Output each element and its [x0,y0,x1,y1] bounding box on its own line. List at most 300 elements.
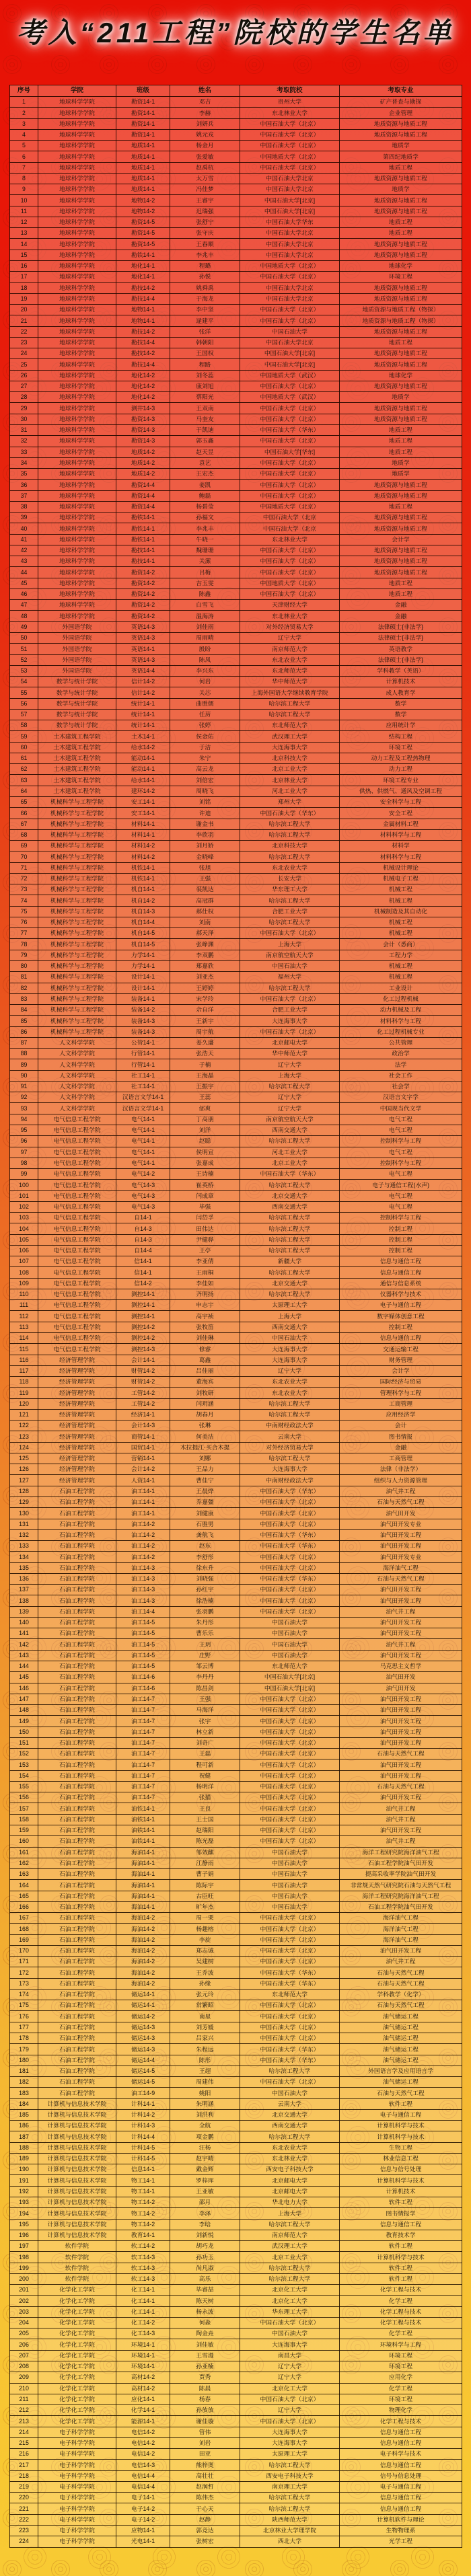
table-row [10,2394,462,2404]
cell-admitted-university: 中国石油大学 [240,1847,340,1858]
cell-admitted-university: 对外经济贸易大学 [240,621,340,632]
cell-class: 电子14-1 [116,2493,170,2503]
cell-serial-number: 50 [10,633,38,644]
cell-serial-number: 89 [10,1059,38,1070]
cell-class: 材料14-2 [116,851,170,862]
cell-admitted-major: 机械工程 [340,960,462,971]
cell-student-name: 刘倍宏 [170,775,240,786]
cell-admitted-major: 石油与天然气工程 [340,2088,462,2098]
cell-admitted-university: 北京化工大学 [240,2285,340,2296]
cell-college: 软件学院 [38,2252,116,2263]
cell-serial-number: 113 [10,1322,38,1332]
cell-student-name: 曲胜儒 [170,698,240,709]
cell-student-name: 刘铭 [170,797,240,808]
cell-college: 石油工程学院 [38,2022,116,2033]
cell-serial-number: 25 [10,359,38,370]
table-row [10,2033,462,2044]
table-row [10,469,462,480]
cell-class: 油工14-7 [116,1716,170,1727]
table-row [10,873,462,884]
cell-admitted-university: 大连海事大学 [240,1344,340,1355]
cell-student-name: 刘妍兵 [170,118,240,129]
cell-serial-number: 152 [10,1749,38,1759]
table-row [10,293,462,304]
cell-student-name: 刘月娇 [170,841,240,851]
table-row [10,2460,462,2470]
cell-college: 石油工程学院 [38,2044,116,2055]
cell-admitted-major: 数学 [340,698,462,709]
cell-college: 地球科学学院 [38,239,116,250]
cell-serial-number: 119 [10,1388,38,1398]
cell-admitted-major: 动力工程及工程热物理 [340,753,462,763]
cell-college: 人文科学学院 [38,1059,116,1070]
cell-student-name: 葛鑫 [170,1355,240,1365]
table-row [10,1869,462,1880]
table-row [10,731,462,742]
cell-admitted-university: 大连海事大学 [240,2427,340,2437]
cell-college: 石油工程学院 [38,1934,116,1945]
cell-serial-number: 17 [10,272,38,282]
table-row [10,1945,462,1956]
cell-college: 地球科学学院 [38,447,116,457]
cell-student-name: 陈鑫 [170,589,240,599]
cell-serial-number: 61 [10,753,38,763]
cell-class: 测控14-2 [116,1322,170,1332]
cell-serial-number: 211 [10,2394,38,2404]
cell-admitted-major: 电气工程 [340,1190,462,1201]
cell-class: 勘技14-2 [116,348,170,359]
table-row [10,928,462,939]
cell-class: 海油14-1 [116,1880,170,1891]
cell-admitted-major: 地质资源与地质工程 [340,403,462,414]
cell-college: 化学化工学院 [38,2416,116,2427]
cell-class: 化工14-3 [116,2328,170,2339]
cell-serial-number: 82 [10,983,38,993]
cell-student-name: 木拉提江·买合木提 [170,1442,240,1453]
table-row [10,1562,462,1573]
cell-admitted-university: 西安电子科技大学 [240,2470,340,2481]
cell-admitted-major: 油气井工程 [340,1486,462,1497]
cell-class: 海油14-1 [116,1891,170,1901]
cell-admitted-major: 金融 [340,611,462,621]
cell-admitted-major: 地质资源与地质工程（物探） [340,315,462,326]
cell-admitted-major: 电子与通信工程 [340,2109,462,2120]
cell-admitted-university: 哈尔滨工程大学 [240,1453,340,1464]
cell-serial-number: 194 [10,2208,38,2219]
cell-admitted-university: 北京工业大学 [240,764,340,775]
cell-serial-number: 146 [10,1683,38,1694]
table-row [10,2383,462,2394]
table-row [10,742,462,753]
cell-student-name: 王亭 [170,1245,240,1256]
cell-admitted-major: 社会学 [340,1081,462,1092]
cell-student-name: 马奎友 [170,414,240,424]
cell-admitted-major: 海洋油气工程 [340,1924,462,1934]
cell-class: 计科14-5 [116,2153,170,2164]
table-row [10,1245,462,1256]
cell-college: 机械科学与工程学院 [38,829,116,840]
cell-admitted-major: 油气田开发工程 [340,1945,462,1956]
cell-admitted-university: 中国石油大学（北京） [240,2011,340,2022]
cell-admitted-university: 南京理工大学 [240,2481,340,2492]
cell-admitted-university: 中国石油大学（北京） [240,2000,340,2011]
cell-college: 电气信息工程学院 [38,1190,116,1201]
cell-serial-number: 187 [10,2131,38,2142]
cell-serial-number: 221 [10,2503,38,2514]
cell-serial-number: 189 [10,2153,38,2164]
cell-admitted-university: 中国石油大学（北京） [240,1792,340,1803]
cell-admitted-major: 计算机科学与技术 [340,2121,462,2131]
table-row [10,1388,462,1398]
cell-admitted-major: 地质学 [340,392,462,403]
cell-admitted-university: 大连海事大学 [240,1016,340,1026]
cell-college: 电气信息工程学院 [38,1125,116,1135]
cell-admitted-university: 华东理工大学 [240,884,340,895]
table-row [10,611,462,621]
cell-class: 油工14-5 [116,1617,170,1628]
cell-college: 地球科学学院 [38,97,116,108]
cell-admitted-university: 哈尔滨工程大学 [240,1234,340,1245]
cell-admitted-major: 通信与信息系统 [340,1278,462,1289]
cell-student-name: 胡巧龙 [170,2241,240,2252]
cell-serial-number: 6 [10,151,38,162]
table-row [10,1770,462,1781]
cell-admitted-major: 油气田开发工程 [340,1529,462,1540]
cell-student-name: 项金鹏 [170,2131,240,2142]
cell-admitted-major: 控制工程 [340,1322,462,1332]
cell-serial-number: 68 [10,829,38,840]
cell-student-name: 逯建平 [170,315,240,326]
cell-college: 石油工程学院 [38,1639,116,1650]
cell-admitted-major: 教育技术学 [340,2230,462,2240]
cell-college: 石油工程学院 [38,1913,116,1924]
cell-serial-number: 67 [10,819,38,829]
table-row [10,108,462,118]
cell-college: 地球科学学院 [38,381,116,391]
cell-admitted-university: 中南财经政法大学 [240,1420,340,1431]
cell-serial-number: 109 [10,1278,38,1289]
cell-admitted-major: 控制科学与工程 [340,1136,462,1147]
cell-admitted-major: 电子与通信工程(水声) [340,1180,462,1190]
cell-student-name: 高云龙 [170,764,240,775]
cell-serial-number: 14 [10,239,38,250]
cell-serial-number: 31 [10,424,38,435]
cell-class: 海油14-2 [116,1924,170,1934]
cell-serial-number: 162 [10,1858,38,1868]
cell-college: 外国语学院 [38,654,116,665]
table-row [10,118,462,129]
cell-college: 电气信息工程学院 [38,1300,116,1311]
cell-admitted-university: 哈尔滨工程大学 [240,1267,340,1278]
cell-college: 地球科学学院 [38,545,116,556]
cell-student-name: 曹乐乐 [170,1628,240,1639]
cell-serial-number: 209 [10,2372,38,2383]
cell-admitted-major: 林业信息工程 [340,2153,462,2164]
cell-admitted-university: 哈尔滨工程大学 [240,1180,340,1190]
table-row [10,906,462,917]
table-row [10,2252,462,2263]
cell-class: 地化14-1 [116,260,170,271]
cell-admitted-major: 油气储运工程 [340,2033,462,2044]
cell-college: 地球科学学院 [38,162,116,173]
cell-admitted-major: 环境工程 [340,2361,462,2372]
cell-admitted-major: 化学工程与技术 [340,2306,462,2317]
cell-student-name: 杨金月 [170,141,240,151]
cell-class: 电信14-2 [116,2449,170,2460]
cell-admitted-university: 哈尔滨工程大学 [240,851,340,862]
cell-college: 地球科学学院 [38,217,116,227]
cell-college: 石油工程学院 [38,1749,116,1759]
cell-student-name: 赵润哲 [170,2481,240,2492]
cell-serial-number: 43 [10,556,38,567]
cell-student-name: 杨永波 [170,2306,240,2317]
cell-serial-number: 177 [10,2022,38,2033]
cell-serial-number: 124 [10,1442,38,1453]
cell-student-name: 杨春 [170,2394,240,2404]
table-row [10,709,462,720]
cell-college: 石油工程学院 [38,1497,116,1508]
table-row [10,2273,462,2284]
cell-class: 物工14-2 [116,2197,170,2208]
cell-admitted-major: 信号与信息处理 [340,2470,462,2481]
cell-college: 电子科学学院 [38,2536,116,2547]
table-row [10,1289,462,1299]
cell-class: 安工14-1 [116,808,170,819]
cell-serial-number: 11 [10,206,38,217]
cell-class: 工管14-2 [116,1388,170,1398]
cell-admitted-major: 政治学 [340,1049,462,1059]
cell-serial-number: 57 [10,709,38,720]
cell-college: 人文科学学院 [38,1037,116,1048]
cell-admitted-university: 太原理工大学 [240,2449,340,2460]
cell-college: 机械科学与工程学院 [38,917,116,927]
cell-admitted-university: 对外经济贸易大学 [240,1442,340,1453]
cell-class: 油工14-5 [116,1650,170,1661]
cell-admitted-major: 地质学 [340,184,462,195]
cell-college: 地球科学学院 [38,315,116,326]
cell-college: 石油工程学院 [38,1858,116,1868]
cell-admitted-major: 海洋油气工程 [340,1934,462,1945]
cell-college: 外国语学院 [38,621,116,632]
cell-college: 石油工程学院 [38,1606,116,1617]
cell-serial-number: 33 [10,447,38,457]
cell-admitted-university: 哈尔滨工程大学 [240,2460,340,2470]
cell-serial-number: 48 [10,611,38,621]
cell-admitted-university: 东北林业大学 [240,108,340,118]
table-row [10,698,462,709]
cell-student-name: 丁高朋 [170,1114,240,1125]
cell-admitted-major: 金属材料工程 [340,819,462,829]
table-row [10,337,462,348]
cell-college: 石油工程学院 [38,1891,116,1901]
cell-college: 石油工程学院 [38,1552,116,1562]
cell-student-name: 吉玉雯 [170,578,240,589]
cell-college: 外国语学院 [38,665,116,676]
cell-college: 电气信息工程学院 [38,1322,116,1332]
cell-admitted-university: 上海大学 [240,1070,340,1081]
table-row [10,1311,462,1322]
cell-admitted-university: 中国地质大学（北京） [240,260,340,271]
cell-class: 测控14-1 [116,1311,170,1322]
cell-student-name: 周宇航 [170,1026,240,1037]
cell-admitted-university: 中国石油大学 [240,1628,340,1639]
cell-student-name: 姚舜禹 [170,282,240,293]
cell-college: 地球科学学院 [38,184,116,195]
cell-admitted-major: 油气田开发工程 [340,1617,462,1628]
cell-serial-number: 4 [10,129,38,140]
table-row [10,184,462,195]
cell-admitted-university: 北京化工大学 [240,2383,340,2394]
cell-serial-number: 129 [10,1497,38,1508]
table-row [10,1365,462,1376]
cell-college: 地球科学学院 [38,282,116,293]
cell-college: 机械科学与工程学院 [38,862,116,873]
cell-college: 石油工程学院 [38,1529,116,1540]
cell-admitted-university: 中国石油大学（北京） [240,490,340,501]
cell-serial-number: 182 [10,2077,38,2088]
cell-college: 电气信息工程学院 [38,1136,116,1147]
cell-admitted-major: 生物物理系 [340,2525,462,2536]
cell-class: 软工14-3 [116,2252,170,2263]
cell-admitted-major: 地质资源与地质工程 [340,359,462,370]
cell-class: 计科14-1 [116,2098,170,2109]
cell-admitted-university: 云南大学 [240,2098,340,2109]
cell-serial-number: 77 [10,928,38,939]
cell-college: 外国语学院 [38,644,116,654]
cell-student-name: 李亚倩 [170,1256,240,1267]
cell-admitted-university: 北京林业大学理学院 [240,2525,340,2536]
cell-class: 储运14-3 [116,2022,170,2033]
table-row [10,490,462,501]
cell-serial-number: 35 [10,469,38,480]
cell-admitted-major: 会计 [340,1420,462,1431]
cell-serial-number: 19 [10,293,38,304]
cell-admitted-major: 油气储运工程 [340,2022,462,2033]
cell-college: 石油工程学院 [38,1880,116,1891]
cell-admitted-major: 油气田开发 [340,1683,462,1694]
cell-college: 地球科学学院 [38,589,116,599]
cell-admitted-university: 中南财经政法大学 [240,1475,340,1486]
cell-class: 勘资14-4 [116,480,170,490]
cell-serial-number: 218 [10,2470,38,2481]
cell-student-name: 迟瑞强 [170,206,240,217]
cell-student-name: 李兴东 [170,665,240,676]
cell-serial-number: 96 [10,1136,38,1147]
cell-admitted-university: 福州大学 [240,972,340,983]
cell-college: 地球科学学院 [38,326,116,337]
cell-student-name: 赵东 [170,1541,240,1552]
cell-college: 计算机与信息技术学院 [38,2197,116,2208]
cell-admitted-university: 北京科技大学 [240,753,340,763]
cell-admitted-university: 中国石油大学北京 [240,173,340,184]
cell-college: 电气信息工程学院 [38,1344,116,1355]
cell-admitted-major: 海洋油气工程 [340,1562,462,1573]
cell-college: 经济管理学院 [38,1377,116,1388]
cell-college: 地球科学学院 [38,403,116,414]
cell-serial-number: 108 [10,1267,38,1278]
cell-admitted-major: 机械工程 [340,917,462,927]
cell-admitted-university: 大连海事大学 [240,1464,340,1475]
table-row [10,1672,462,1683]
cell-college: 机械科学与工程学院 [38,895,116,906]
cell-admitted-major: 地质工程 [340,217,462,227]
cell-class: 计科14-4 [116,2131,170,2142]
cell-admitted-major: 油气田开发工程 [340,1650,462,1661]
cell-admitted-university: 哈尔滨工程大学 [240,1136,340,1147]
cell-serial-number: 30 [10,414,38,424]
cell-admitted-major: 计算机软件与理论 [340,2514,462,2525]
cell-class: 油工14-6 [116,1683,170,1694]
cell-class: 电气14-1 [116,1114,170,1125]
table-row [10,480,462,490]
cell-admitted-university: 中国石油大学（华东） [240,1529,340,1540]
cell-student-name: 刘奇广 [170,1737,240,1748]
cell-college: 石油工程学院 [38,2088,116,2098]
cell-student-name: 汪杨 [170,2142,240,2153]
cell-student-name: 王婷婷 [170,983,240,993]
cell-admitted-major: 会计（悉商） [340,939,462,950]
cell-admitted-university: 河北工业大学 [240,1147,340,1158]
cell-serial-number: 112 [10,1311,38,1322]
cell-admitted-university: 中国石油大学（北京） [240,1716,340,1727]
cell-class: 油工14-5 [116,1661,170,1671]
cell-admitted-major: 油气井工程 [340,1836,462,1847]
cell-admitted-major: 油气田开发工程 [340,1628,462,1639]
cell-college: 土木建筑工程学院 [38,775,116,786]
cell-admitted-university: 陕西师范大学 [240,2514,340,2525]
cell-admitted-university: 中国石油大学（北京） [240,2033,340,2044]
cell-class: 社工14-1 [116,1081,170,1092]
cell-serial-number: 214 [10,2427,38,2437]
cell-student-name: 赵宇晴 [170,2153,240,2164]
cell-class: 海油14-1 [116,1869,170,1880]
table-row [10,2317,462,2328]
cell-admitted-major: 中国现当代文学 [340,1103,462,1114]
cell-serial-number: 117 [10,1365,38,1376]
cell-student-name: 邓吉 [170,97,240,108]
cell-student-name: 殷盼 [170,644,240,654]
cell-student-name: 刘佳雨 [170,621,240,632]
cell-serial-number: 141 [10,1628,38,1639]
cell-student-name: 田亚 [170,2449,240,2460]
cell-admitted-university: 中国地质大学（北京） [240,501,340,512]
cell-admitted-major: 油气田开发 [340,1508,462,1519]
cell-class: 统计14-1 [116,709,170,720]
cell-admitted-major: 汉语言文字学 [340,1092,462,1103]
cell-class: 环境14-1 [116,2350,170,2361]
cell-admitted-major: 矿产普查与勘探 [340,97,462,108]
cell-admitted-major: 公共管理 [340,1037,462,1048]
cell-serial-number: 45 [10,578,38,589]
cell-serial-number: 84 [10,1005,38,1016]
cell-college: 机械科学与工程学院 [38,851,116,862]
cell-college: 地球科学学院 [38,457,116,468]
cell-admitted-university: 哈尔滨工程大学 [240,819,340,829]
cell-class: 汉语言文学14-1 [116,1092,170,1103]
cell-student-name: 姜凯 [170,480,240,490]
table-row [10,1683,462,1694]
cell-class: 电气14-1 [116,1158,170,1168]
cell-admitted-university: 中国石油大学（北京） [240,162,340,173]
cell-student-name: 胡春月 [170,1409,240,1420]
cell-admitted-major: 图书情报 [340,1431,462,1442]
cell-admitted-university: 中国石油大学（北京） [240,381,340,391]
cell-student-name: 李晗 [170,2219,240,2230]
cell-serial-number: 173 [10,1978,38,1989]
cell-admitted-university: 中国石油大学华东 [240,217,340,227]
cell-student-name: 毕睿喆 [170,2285,240,2296]
cell-admitted-major: 安全工程 [340,808,462,819]
